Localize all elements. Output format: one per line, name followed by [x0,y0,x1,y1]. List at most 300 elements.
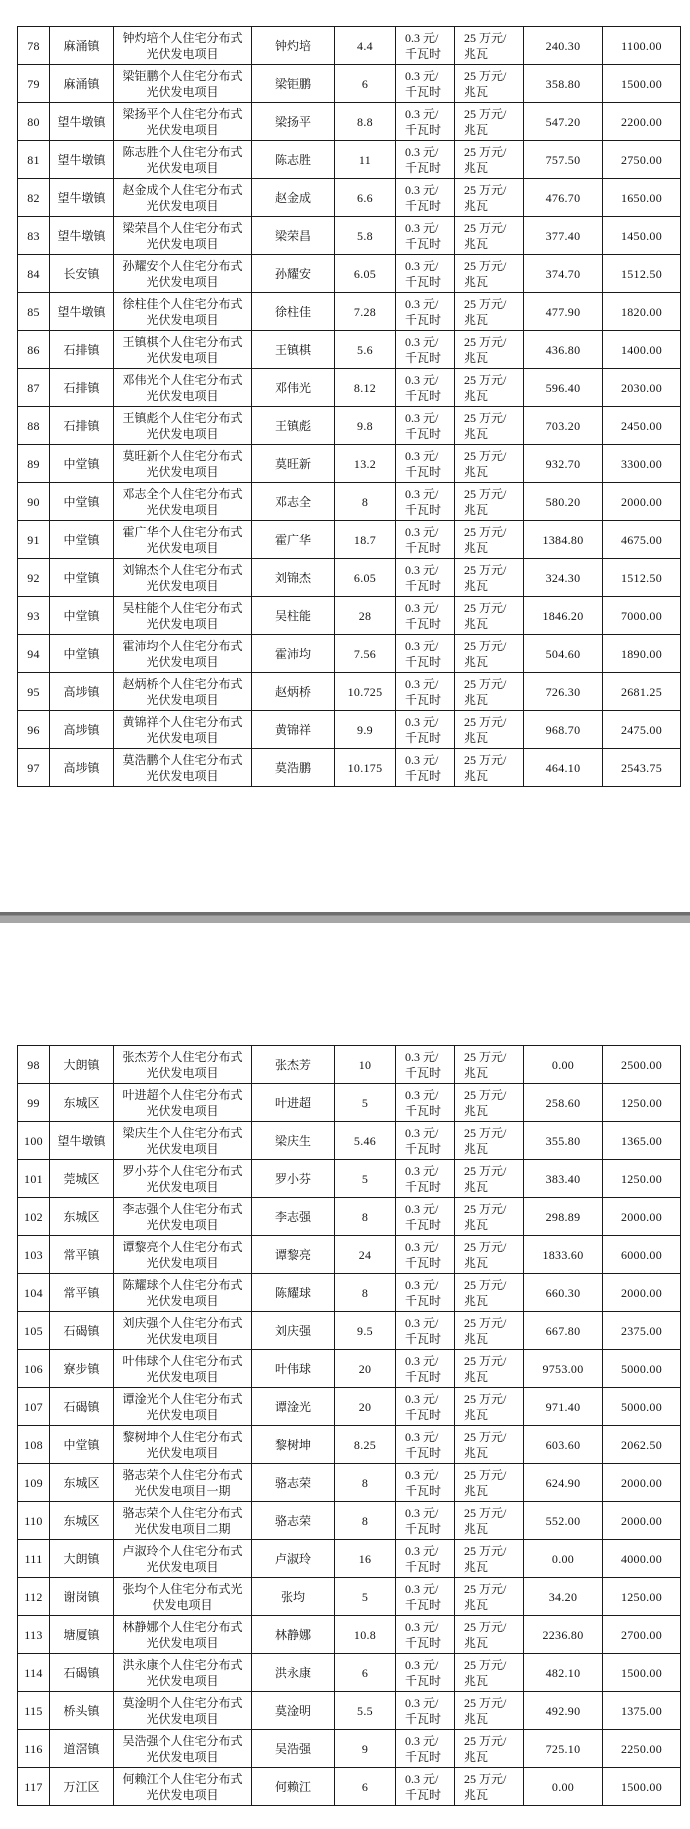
electricity-price-cell [396,749,455,787]
owner-name-text: 卢淑玲 [274,1551,311,1566]
row-number-text: 103 [24,1247,43,1262]
subsidy-rate-text: 25 万元/兆瓦 [464,1695,507,1726]
amount-a-cell [524,635,603,673]
subsidy-rate-text: 25 万元/兆瓦 [464,1087,507,1118]
row-number-cell [18,1768,50,1806]
subsidy-rate-cell [455,1578,524,1616]
capacity-cell [335,1730,396,1768]
amount-b-cell [603,179,681,217]
electricity-price-cell [396,559,455,597]
project-name-text: 梁钜鹏个人住宅分布式光伏发电项目 [122,68,243,99]
town-cell [50,1350,114,1388]
capacity-text: 16 [358,1551,372,1566]
electricity-price-text: 0.3 元/千瓦时 [405,106,442,137]
project-name-text: 洪永康个人住宅分布式光伏发电项目 [122,1657,243,1688]
subsidy-rate-cell [455,597,524,635]
amount-b-cell [603,1198,681,1236]
town-cell [50,597,114,635]
amount-a-text: 298.89 [545,1209,581,1224]
electricity-price-text: 0.3 元/千瓦时 [405,372,442,403]
town-cell [50,1616,114,1654]
capacity-cell [335,1160,396,1198]
amount-b-cell [603,1350,681,1388]
town-text: 石排镇 [63,418,100,433]
project-name-text: 陈志胜个人住宅分布式光伏发电项目 [122,144,243,175]
subsidy-rate-text: 25 万元/兆瓦 [464,1049,507,1080]
project-name-text: 王镇彪个人住宅分布式光伏发电项目 [122,410,243,441]
electricity-price-cell [396,1388,455,1426]
amount-a-text: 258.60 [545,1095,581,1110]
owner-name-cell [252,1502,335,1540]
capacity-text: 7.56 [353,646,377,661]
amount-b-cell [603,1616,681,1654]
amount-b-text: 2000.00 [620,1209,663,1224]
town-text: 望牛墩镇 [57,228,106,243]
row-number-text: 87 [27,380,40,395]
amount-a-text: 757.50 [545,152,581,167]
electricity-price-cell [396,1692,455,1730]
row-number-text: 78 [27,38,40,53]
owner-name-text: 黄锦祥 [274,722,311,737]
owner-name-cell [252,103,335,141]
electricity-price-cell [396,1730,455,1768]
electricity-price-cell [396,1160,455,1198]
subsidy-rate-text: 25 万元/兆瓦 [464,1201,507,1232]
subsidy-rate-text: 25 万元/兆瓦 [464,144,507,175]
project-name-text: 霍广华个人住宅分布式光伏发电项目 [122,524,243,555]
town-text: 东城区 [63,1475,100,1490]
owner-name-text: 叶伟球 [274,1361,311,1376]
amount-a-text: 358.80 [545,76,581,91]
row-number-text: 101 [24,1171,43,1186]
row-number-cell [18,255,50,293]
project-name-cell [114,1502,252,1540]
subsidy-rate-text: 25 万元/兆瓦 [464,1239,507,1270]
project-name-cell [114,1768,252,1806]
town-cell [50,407,114,445]
row-number-cell [18,1122,50,1160]
project-name-cell [114,597,252,635]
owner-name-cell [252,749,335,787]
electricity-price-cell [396,255,455,293]
amount-b-text: 1890.00 [620,646,663,661]
project-name-text: 李志强个人住宅分布式光伏发电项目 [122,1201,243,1232]
amount-b-text: 5000.00 [620,1399,663,1414]
row-number-text: 98 [27,1057,40,1072]
subsidy-rate-text: 25 万元/兆瓦 [464,1277,507,1308]
row-number-cell [18,1312,50,1350]
capacity-cell [335,1274,396,1312]
owner-name-text: 林静娜 [274,1627,311,1642]
subsidy-rate-text: 25 万元/兆瓦 [464,1733,507,1764]
subsidy-rate-cell [455,1464,524,1502]
owner-name-text: 孙耀安 [274,266,311,281]
town-text: 寮步镇 [63,1361,100,1376]
row-number-text: 105 [24,1323,43,1338]
amount-b-cell [603,597,681,635]
amount-b-cell [603,1654,681,1692]
subsidy-rate-cell [455,445,524,483]
capacity-cell [335,749,396,787]
amount-a-text: 240.30 [545,38,581,53]
project-name-text: 梁荣昌个人住宅分布式光伏发电项目 [122,220,243,251]
subsidy-rate-text: 25 万元/兆瓦 [464,1581,507,1612]
amount-a-cell [524,1426,603,1464]
town-cell [50,369,114,407]
table-row [18,711,681,749]
amount-a-cell [524,749,603,787]
project-name-text: 钟灼培个人住宅分布式光伏发电项目 [122,30,243,61]
capacity-text: 6 [361,1779,369,1794]
row-number-cell [18,1350,50,1388]
capacity-text: 28 [358,608,372,623]
capacity-text: 8.12 [353,380,377,395]
capacity-cell [335,103,396,141]
table-row [18,217,681,255]
owner-name-cell [252,1388,335,1426]
town-text: 中堂镇 [63,532,100,547]
project-name-cell [114,1350,252,1388]
project-name-text: 梁庆生个人住宅分布式光伏发电项目 [122,1125,243,1156]
table-row [18,27,681,65]
capacity-text: 18.7 [353,532,377,547]
amount-a-text: 667.80 [545,1323,581,1338]
electricity-price-cell [396,141,455,179]
row-number-text: 90 [27,494,40,509]
project-name-cell [114,1160,252,1198]
project-name-text: 王镇棋个人住宅分布式光伏发电项目 [122,334,243,365]
amount-b-text: 3300.00 [620,456,663,471]
electricity-price-text: 0.3 元/千瓦时 [405,1657,442,1688]
capacity-text: 11 [358,152,372,167]
subsidy-rate-text: 25 万元/兆瓦 [464,410,507,441]
row-number-text: 107 [24,1399,43,1414]
electricity-price-cell [396,65,455,103]
row-number-cell [18,1654,50,1692]
subsidy-rate-cell [455,1084,524,1122]
row-number-cell [18,1578,50,1616]
town-cell [50,1236,114,1274]
project-name-text: 黎树坤个人住宅分布式光伏发电项目 [122,1429,243,1460]
project-table [17,26,681,787]
row-number-cell [18,1388,50,1426]
owner-name-cell [252,559,335,597]
amount-a-cell [524,1654,603,1692]
electricity-price-text: 0.3 元/千瓦时 [405,524,442,555]
electricity-price-cell [396,103,455,141]
capacity-cell [335,1616,396,1654]
subsidy-rate-cell [455,1426,524,1464]
subsidy-rate-text: 25 万元/兆瓦 [464,68,507,99]
owner-name-text: 罗小芬 [274,1171,311,1186]
town-cell [50,1388,114,1426]
electricity-price-text: 0.3 元/千瓦时 [405,410,442,441]
town-cell [50,1768,114,1806]
town-cell [50,293,114,331]
amount-a-cell [524,1122,603,1160]
row-number-cell [18,711,50,749]
table-row [18,749,681,787]
capacity-text: 10.725 [347,684,383,699]
table-row [18,1464,681,1502]
subsidy-rate-cell [455,255,524,293]
amount-a-cell [524,673,603,711]
subsidy-rate-cell [455,1198,524,1236]
town-cell [50,141,114,179]
owner-name-cell [252,711,335,749]
row-number-text: 100 [24,1133,43,1148]
amount-a-text: 2236.80 [542,1627,584,1642]
subsidy-rate-cell [455,749,524,787]
amount-b-cell [603,293,681,331]
capacity-cell [335,1502,396,1540]
electricity-price-cell [396,1350,455,1388]
amount-b-cell [603,1464,681,1502]
subsidy-rate-cell [455,635,524,673]
project-name-cell [114,217,252,255]
owner-name-cell [252,1692,335,1730]
amount-a-cell [524,1616,603,1654]
amount-b-text: 4675.00 [620,532,663,547]
capacity-text: 6 [361,76,369,91]
town-cell [50,255,114,293]
row-number-cell [18,445,50,483]
table-row [18,369,681,407]
electricity-price-text: 0.3 元/千瓦时 [405,1163,442,1194]
project-name-text: 吴柱能个人住宅分布式光伏发电项目 [122,600,243,631]
table-row [18,255,681,293]
owner-name-cell [252,1160,335,1198]
row-number-text: 80 [27,114,40,129]
amount-a-cell [524,1502,603,1540]
amount-a-text: 1833.60 [542,1247,584,1262]
subsidy-rate-cell [455,1768,524,1806]
project-name-cell [114,179,252,217]
electricity-price-text: 0.3 元/千瓦时 [405,448,442,479]
owner-name-cell [252,1198,335,1236]
town-cell [50,27,114,65]
owner-name-text: 梁扬平 [274,114,311,129]
electricity-price-text: 0.3 元/千瓦时 [405,258,442,289]
electricity-price-text: 0.3 元/千瓦时 [405,220,442,251]
amount-a-cell [524,1540,603,1578]
amount-a-text: 703.20 [545,418,581,433]
row-number-cell [18,1616,50,1654]
amount-b-cell [603,1274,681,1312]
project-name-cell [114,1464,252,1502]
subsidy-rate-cell [455,179,524,217]
capacity-text: 8.8 [357,114,373,129]
electricity-price-cell [396,1274,455,1312]
table-row [18,1388,681,1426]
amount-a-text: 504.60 [545,646,581,661]
amount-a-cell [524,27,603,65]
table-row [18,331,681,369]
town-text: 中堂镇 [63,494,100,509]
electricity-price-cell [396,711,455,749]
subsidy-rate-cell [455,1502,524,1540]
amount-a-text: 1384.80 [542,532,584,547]
owner-name-text: 莫浩鹏 [274,760,311,775]
owner-name-cell [252,179,335,217]
town-cell [50,673,114,711]
project-name-text: 邓伟光个人住宅分布式光伏发电项目 [122,372,243,403]
amount-b-cell [603,1160,681,1198]
electricity-price-cell [396,331,455,369]
electricity-price-cell [396,445,455,483]
subsidy-rate-cell [455,407,524,445]
town-text: 高埗镇 [63,684,100,699]
owner-name-cell [252,483,335,521]
project-name-cell [114,1654,252,1692]
capacity-cell [335,1084,396,1122]
capacity-cell [335,1768,396,1806]
capacity-text: 5 [361,1095,369,1110]
town-cell [50,1274,114,1312]
electricity-price-text: 0.3 元/千瓦时 [405,68,442,99]
capacity-cell [335,521,396,559]
row-number-cell [18,103,50,141]
town-cell [50,1502,114,1540]
amount-a-text: 726.30 [545,684,581,699]
electricity-price-text: 0.3 元/千瓦时 [405,1353,442,1384]
owner-name-cell [252,673,335,711]
project-name-cell [114,1312,252,1350]
project-name-cell [114,103,252,141]
electricity-price-text: 0.3 元/千瓦时 [405,144,442,175]
owner-name-text: 梁庆生 [274,1133,311,1148]
electricity-price-text: 0.3 元/千瓦时 [405,1125,442,1156]
amount-a-text: 0.00 [551,1057,575,1072]
town-cell [50,217,114,255]
project-name-cell [114,483,252,521]
amount-a-text: 971.40 [545,1399,581,1414]
table-row [18,293,681,331]
row-number-text: 86 [27,342,40,357]
owner-name-cell [252,27,335,65]
owner-name-cell [252,255,335,293]
amount-b-cell [603,369,681,407]
electricity-price-cell [396,217,455,255]
row-number-cell [18,1464,50,1502]
amount-b-text: 2000.00 [620,494,663,509]
amount-b-text: 1650.00 [620,190,663,205]
electricity-price-text: 0.3 元/千瓦时 [405,638,442,669]
capacity-cell [335,1236,396,1274]
table-row [18,445,681,483]
subsidy-rate-text: 25 万元/兆瓦 [464,524,507,555]
row-number-cell [18,1046,50,1084]
table-row [18,1578,681,1616]
capacity-cell [335,559,396,597]
row-number-cell [18,559,50,597]
town-cell [50,1046,114,1084]
row-number-text: 104 [24,1285,43,1300]
table-row [18,635,681,673]
owner-name-text: 叶进超 [274,1095,311,1110]
capacity-cell [335,1312,396,1350]
electricity-price-text: 0.3 元/千瓦时 [405,1543,442,1574]
project-name-cell [114,711,252,749]
owner-name-cell [252,1768,335,1806]
project-name-text: 莫浩鹏个人住宅分布式光伏发电项目 [122,752,243,783]
amount-a-text: 482.10 [545,1665,581,1680]
project-name-text: 林静娜个人住宅分布式光伏发电项目 [122,1619,243,1650]
table-row [18,179,681,217]
table-row [18,1312,681,1350]
electricity-price-text: 0.3 元/千瓦时 [405,752,442,783]
capacity-text: 7.28 [353,304,377,319]
amount-b-text: 1500.00 [620,1779,663,1794]
owner-name-cell [252,1426,335,1464]
amount-a-text: 34.20 [548,1589,578,1604]
owner-name-text: 刘庆强 [274,1323,311,1338]
amount-a-cell [524,1274,603,1312]
electricity-price-cell [396,1236,455,1274]
subsidy-rate-text: 25 万元/兆瓦 [464,1505,507,1536]
project-name-text: 卢淑玲个人住宅分布式光伏发电项目 [122,1543,243,1574]
subsidy-rate-cell [455,1122,524,1160]
owner-name-text: 谭黎亮 [274,1247,311,1262]
row-number-text: 112 [24,1589,43,1604]
capacity-text: 10 [358,1057,372,1072]
town-cell [50,179,114,217]
amount-b-text: 1250.00 [620,1095,663,1110]
amount-b-text: 1450.00 [620,228,663,243]
table-row [18,1122,681,1160]
project-name-cell [114,1122,252,1160]
electricity-price-cell [396,1198,455,1236]
row-number-text: 85 [27,304,40,319]
subsidy-rate-cell [455,1540,524,1578]
amount-b-cell [603,1692,681,1730]
amount-b-text: 2250.00 [620,1741,663,1756]
project-table [17,1045,681,1806]
project-name-text: 梁扬平个人住宅分布式光伏发电项目 [122,106,243,137]
owner-name-cell [252,1654,335,1692]
amount-a-cell [524,369,603,407]
project-name-text: 刘锦杰个人住宅分布式光伏发电项目 [122,562,243,593]
owner-name-text: 李志强 [274,1209,311,1224]
amount-a-cell [524,1350,603,1388]
owner-name-text: 赵炳桥 [274,684,311,699]
project-name-cell [114,673,252,711]
electricity-price-text: 0.3 元/千瓦时 [405,600,442,631]
owner-name-cell [252,141,335,179]
electricity-price-cell [396,369,455,407]
capacity-text: 8 [361,1475,369,1490]
owner-name-cell [252,445,335,483]
row-number-text: 106 [24,1361,43,1376]
electricity-price-text: 0.3 元/千瓦时 [405,1315,442,1346]
electricity-price-cell [396,1122,455,1160]
town-cell [50,1426,114,1464]
amount-b-text: 1820.00 [620,304,663,319]
row-number-text: 84 [27,266,40,281]
amount-a-cell [524,1160,603,1198]
project-name-text: 叶伟球个人住宅分布式光伏发电项目 [122,1353,243,1384]
town-cell [50,1312,114,1350]
owner-name-cell [252,293,335,331]
row-number-cell [18,179,50,217]
project-name-text: 叶进超个人住宅分布式光伏发电项目 [122,1087,243,1118]
owner-name-text: 张均 [280,1589,305,1604]
amount-a-text: 476.70 [545,190,581,205]
town-text: 东城区 [63,1513,100,1528]
capacity-cell [335,673,396,711]
amount-b-cell [603,749,681,787]
project-name-text: 孙耀安个人住宅分布式光伏发电项目 [122,258,243,289]
